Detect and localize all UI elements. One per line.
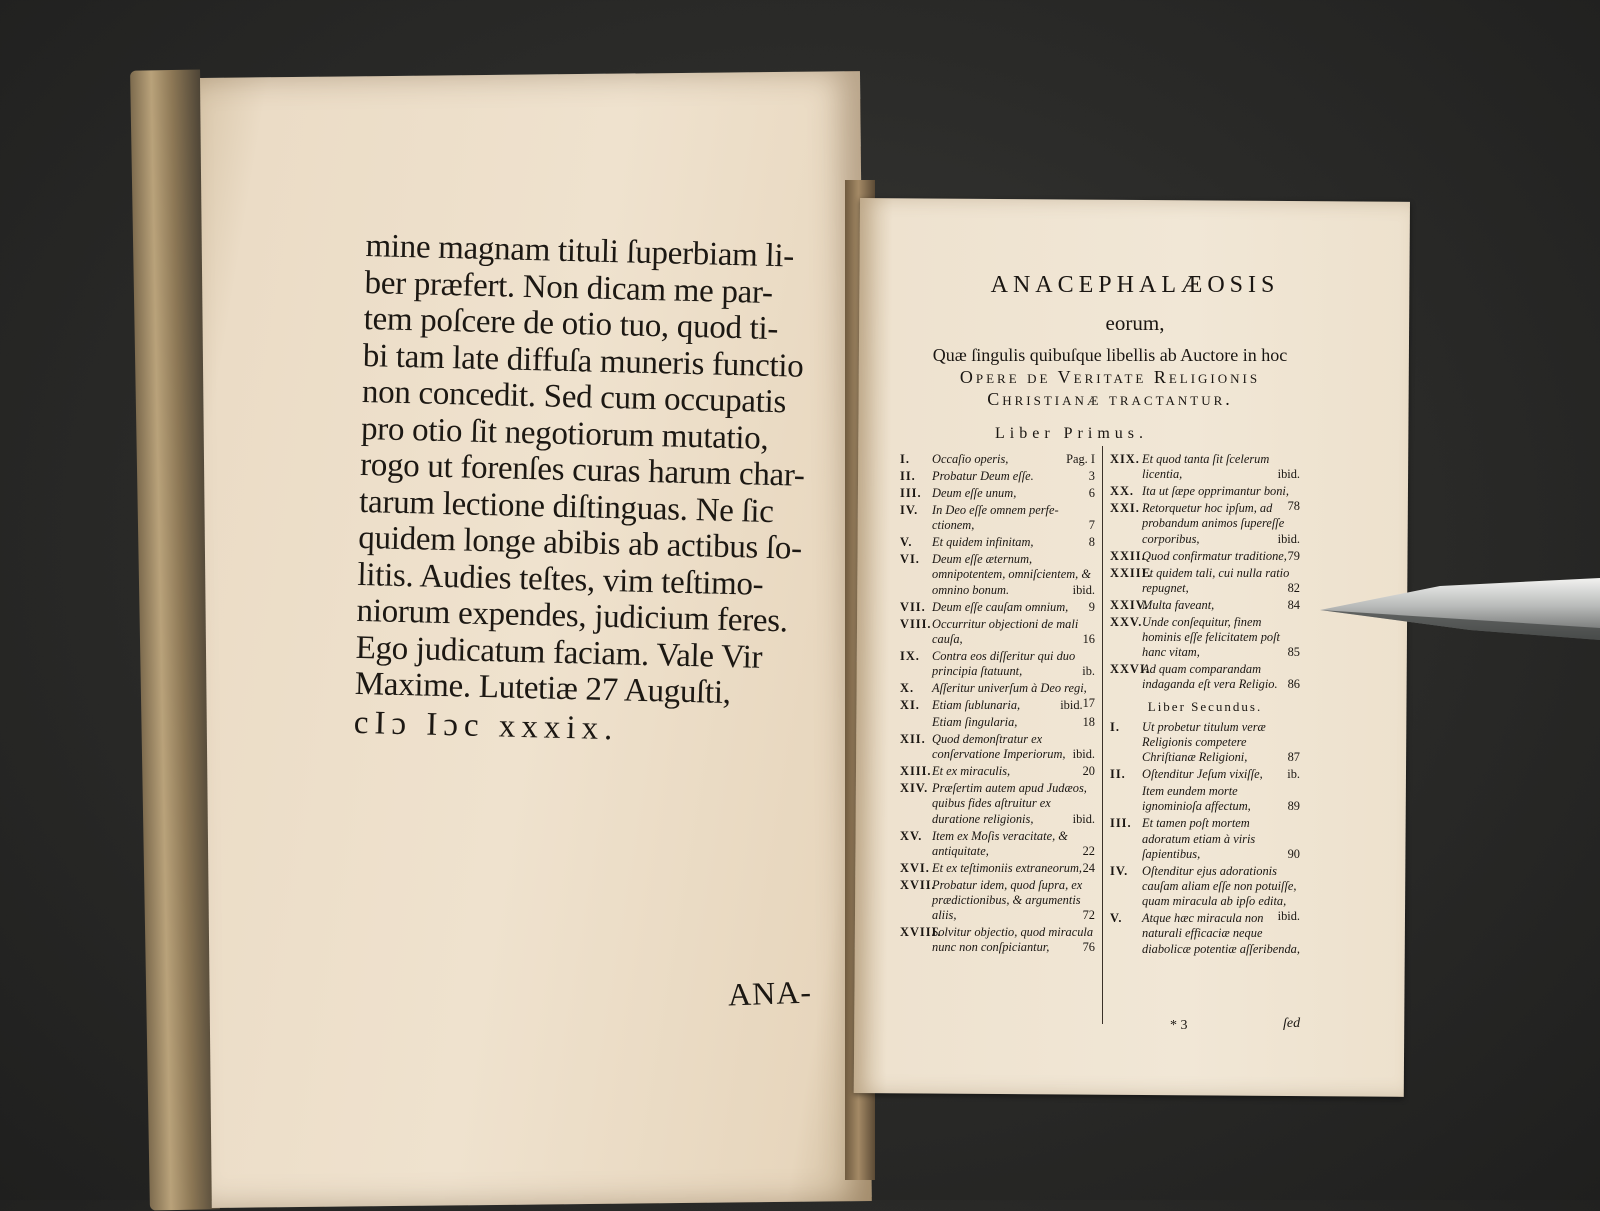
contents-entry	[900, 486, 1095, 501]
text-line: rogo ut forenſes curas harum char-	[359, 446, 806, 494]
contents-column-right	[1110, 452, 1300, 959]
text-line: pro otio ſit negotiorum mutatio,	[360, 410, 769, 457]
entry-number: XII.	[900, 732, 926, 747]
contents-entry	[900, 649, 1095, 679]
entry-number: XXI.	[1110, 501, 1140, 516]
entry-text: Et ex miraculis, 20	[932, 764, 1095, 779]
entry-text: Ad quam comparandam indaganda eſt vera Religio. 86	[1142, 662, 1300, 692]
entry-page: 3	[1088, 469, 1095, 483]
entry-text: Etiam ſublunaria, ibid.	[932, 698, 1083, 713]
entry-text: Quod confirmatur traditione, 79	[1142, 548, 1300, 563]
entry-text: Quod demonſtratur ex conſervatione Imperiorum, ibid.	[932, 732, 1095, 762]
contents-entry	[900, 829, 1095, 859]
entry-page: 82	[1287, 580, 1300, 595]
entry-text: Multa faveant, 84	[1142, 597, 1300, 612]
entry-page: 6	[1088, 486, 1095, 500]
entry-number: XI.	[900, 698, 920, 713]
entry-number: III.	[900, 486, 922, 500]
entry-page: 9	[1088, 599, 1095, 614]
entry-page: Pag. I	[1066, 452, 1095, 466]
text-line: bi tam late diffuſa muneris functio	[362, 337, 804, 385]
text-line: tarum lectione diſtinguas. Ne ſic	[358, 483, 775, 530]
entry-text: Et quod tanta ſit ſcelerum licentia, ibid.	[1142, 452, 1300, 482]
entry-number: XIV.	[900, 781, 929, 796]
entry-number: XIX.	[1110, 452, 1140, 466]
entry-text: Ut probetur titulum veræ Religionis competere Chriſtianæ Religioni, 87	[1142, 719, 1300, 765]
entry-text: Præſertim autem apud Judæos, quibus fides aſtruitur ex duratione religionis, ibid.	[932, 781, 1095, 826]
contents-entry	[900, 535, 1095, 550]
page-subtitle: eorum,	[1105, 311, 1165, 335]
text-line: quidem longe abibis ab actibus ſo-	[357, 519, 803, 567]
entry-number: V.	[1110, 911, 1123, 926]
description-line: Christianæ tractantur.	[987, 389, 1233, 409]
entry-page: ibid.	[1277, 531, 1300, 546]
entry-text: Retorquetur hoc ipſum, ad probandum animos ſupereſſe corporibus, ibid.	[1142, 501, 1300, 546]
contents-entry	[1110, 784, 1300, 814]
book-two-heading: Liber Secundus.	[1147, 698, 1263, 714]
contents-entry	[900, 452, 1095, 467]
entry-text: Contra eos diſſeritur qui duo principia ſtatuunt, ib.	[932, 648, 1095, 679]
entry-page: ibid.	[1277, 909, 1300, 924]
contents-entry	[900, 732, 1095, 762]
entry-page: 20	[1082, 764, 1095, 779]
entry-number: II.	[1110, 767, 1126, 782]
entry-text: Et quidem tali, cui nulla ratio repugnet, 82	[1142, 565, 1300, 595]
entry-number: XVII.	[900, 877, 936, 892]
contents-entry	[900, 878, 1095, 924]
text-line: litis. Audies teſtes, vim teſtimo-	[357, 556, 764, 603]
entry-page: ib.	[1082, 664, 1095, 679]
entry-text: Oſtenditur ejus adorationis cauſam aliam eſſe non potuiſſe, quam miracula ab ipſo edita, ibid.	[1142, 863, 1300, 924]
contents-entry	[1110, 720, 1300, 766]
left-page-text	[353, 228, 835, 752]
entry-page: 7	[1088, 518, 1095, 533]
entry-page: 72	[1082, 908, 1095, 923]
entry-text: Deum eſſe unum, 6	[932, 486, 1095, 500]
knife-blade-icon	[1320, 578, 1600, 640]
contents-entry	[900, 764, 1095, 779]
contents-entry	[1110, 549, 1300, 564]
entry-number: IV.	[900, 503, 919, 517]
entry-page: ibid.	[1072, 582, 1095, 597]
entry-page: ibid.	[1060, 698, 1083, 713]
entry-page: ibid.	[1277, 467, 1300, 482]
entry-number: XVIII.	[900, 925, 942, 940]
contents-entry	[900, 925, 1095, 955]
entry-number: VI.	[900, 552, 920, 567]
entry-number: XX.	[1110, 484, 1134, 499]
entry-page: 84	[1287, 597, 1300, 612]
left-catchword: ANA-	[727, 973, 813, 1013]
entry-text: In Deo eſſe omnem perfe-ctionem, 7	[932, 503, 1095, 533]
page-title: ANACEPHALÆOSIS	[990, 272, 1280, 298]
entry-page: 90	[1287, 846, 1300, 861]
text-line: non concedit. Sed cum occupatis	[361, 373, 787, 421]
entry-number: XXIV.	[1110, 597, 1149, 612]
entry-page: 79	[1287, 548, 1300, 563]
contents-entry	[1110, 452, 1300, 482]
entry-page: 89	[1287, 799, 1300, 814]
entry-page: 22	[1082, 843, 1095, 858]
contents-entry	[900, 715, 1095, 730]
text-line: Maxime. Lutetiæ 27 Auguſti,	[354, 665, 732, 712]
entry-page: 18	[1082, 715, 1095, 730]
contents-column-left	[900, 452, 1095, 957]
entry-number: VIII.	[900, 616, 932, 631]
entry-page: 16	[1082, 631, 1095, 646]
text-line: Ego judicatum faciam. Vale Vir	[355, 629, 763, 676]
entry-text: Occurritur objectioni de mali cauſa, 16	[932, 616, 1095, 646]
entry-number: II.	[900, 469, 916, 483]
entry-number: XXV.	[1110, 614, 1143, 629]
right-catchword: ſed	[1283, 1016, 1301, 1031]
entry-number: XVI.	[900, 860, 930, 875]
entry-number: V.	[900, 535, 913, 550]
contents-entry	[900, 617, 1095, 647]
column-rule	[1102, 446, 1103, 1024]
description-line: Opere de Veritate Religionis	[959, 367, 1261, 387]
entry-text: Unde conſequitur, finem hominis eſſe felicitatem poſt hanc vitam, 85	[1142, 614, 1300, 660]
text-line: tem poſcere de otio tuo, quod ti-	[363, 300, 779, 348]
entry-number: I.	[900, 452, 910, 466]
entry-text: Deum eſſe æternum, omnipotentem, omniſcientem, & omnino bonum. ibid.	[932, 552, 1095, 597]
entry-text: Aſſeritur univerſum à Deo regi, 17	[932, 681, 1095, 711]
contents-entry	[900, 552, 1095, 598]
entry-text: Etiam ſingularia, 18	[932, 715, 1095, 730]
description-line: Quæ ſingulis quibuſque libellis ab Auctore in hoc	[932, 345, 1288, 365]
contents-entry	[1110, 662, 1300, 692]
entry-page: 87	[1287, 750, 1300, 765]
entry-page: 8	[1088, 535, 1095, 550]
entry-page: 76	[1082, 940, 1095, 955]
entry-text: Oſtenditur Jeſum vixiſſe, ib.	[1142, 767, 1300, 782]
entry-page: 85	[1287, 645, 1300, 660]
entry-page: ib.	[1287, 767, 1300, 782]
entry-text: Occaſio operis, Pag. I	[932, 452, 1095, 466]
entry-number: III.	[1110, 816, 1132, 831]
contents-entry	[1110, 911, 1300, 957]
entry-text: Et quidem infinitam, 8	[932, 535, 1095, 550]
contents-entry	[1110, 598, 1300, 613]
contents-entry	[900, 861, 1095, 876]
entry-number: XIII.	[900, 764, 932, 779]
text-line: niorum expendes, judicium feres.	[356, 592, 789, 640]
entry-number: XXII.	[1110, 548, 1146, 563]
entry-page: ibid.	[1072, 811, 1095, 826]
entry-text: Item ex Moſis veracitate, & antiquitate, 22	[932, 828, 1095, 858]
entry-text: Probatur Deum eſſe. 3	[932, 469, 1095, 483]
entry-text: Et ex teſtimoniis extraneorum, 24	[932, 860, 1095, 875]
entry-number: VII.	[900, 599, 926, 614]
entry-number: XXIII.	[1110, 565, 1152, 580]
contents-entry	[1110, 484, 1300, 514]
entry-number: XXVI.	[1110, 662, 1150, 677]
contents-entry	[1110, 615, 1300, 661]
entry-number: X.	[900, 681, 915, 696]
book-heading: Liber Primus.	[995, 425, 1148, 442]
contents-entry	[1110, 501, 1300, 547]
entry-text: Solvitur objectio, quod miracula nunc non conſpiciantur, 76	[932, 925, 1095, 955]
entry-text: Et tamen poſt mortem adoratum etiam à viris ſapientibus, 90	[1142, 816, 1300, 861]
entry-text: Ita ut ſæpe opprimantur boni, 78	[1142, 484, 1300, 514]
entry-text: Deum eſſe cauſam omnium, 9	[932, 599, 1095, 614]
date-line: cIɔ Iɔc xxxix.	[353, 704, 619, 747]
entry-page: 17	[1082, 696, 1095, 711]
entry-number: XV.	[900, 828, 923, 843]
contents-entry	[1110, 767, 1300, 782]
entry-text: Item eundem morte ignominioſa affectum, 89	[1142, 784, 1300, 814]
text-line: mine magnam tituli ſuperbiam li-	[365, 228, 795, 275]
signature-mark: * 3	[1170, 1018, 1188, 1033]
entry-page: 78	[1287, 499, 1300, 514]
entry-page: ibid.	[1072, 747, 1095, 762]
contents-entry	[900, 600, 1095, 615]
entry-number: IV.	[1110, 863, 1129, 878]
text-line: ber præfert. Non dicam me par-	[364, 264, 774, 311]
entry-page: 24	[1082, 860, 1095, 875]
entry-number: IX.	[900, 648, 920, 663]
contents-entry	[900, 781, 1095, 827]
contents-entry	[1110, 863, 1300, 924]
contents-entry	[1110, 816, 1300, 862]
contents-entry	[1110, 566, 1300, 596]
contents-entry	[900, 503, 1095, 533]
title-description	[900, 344, 1320, 410]
contents-entry	[900, 469, 1095, 484]
entry-number: I.	[1110, 719, 1120, 734]
entry-text: Atque hæc miracula non naturali efficaciæ neque diabolicæ potentiæ aſſeribenda,	[1142, 911, 1300, 956]
entry-text: Probatur idem, quod ſupra, ex prædictionibus, & argumentis aliis, 72	[932, 877, 1095, 923]
contents-entry	[900, 698, 1095, 713]
entry-page: 86	[1287, 677, 1300, 692]
